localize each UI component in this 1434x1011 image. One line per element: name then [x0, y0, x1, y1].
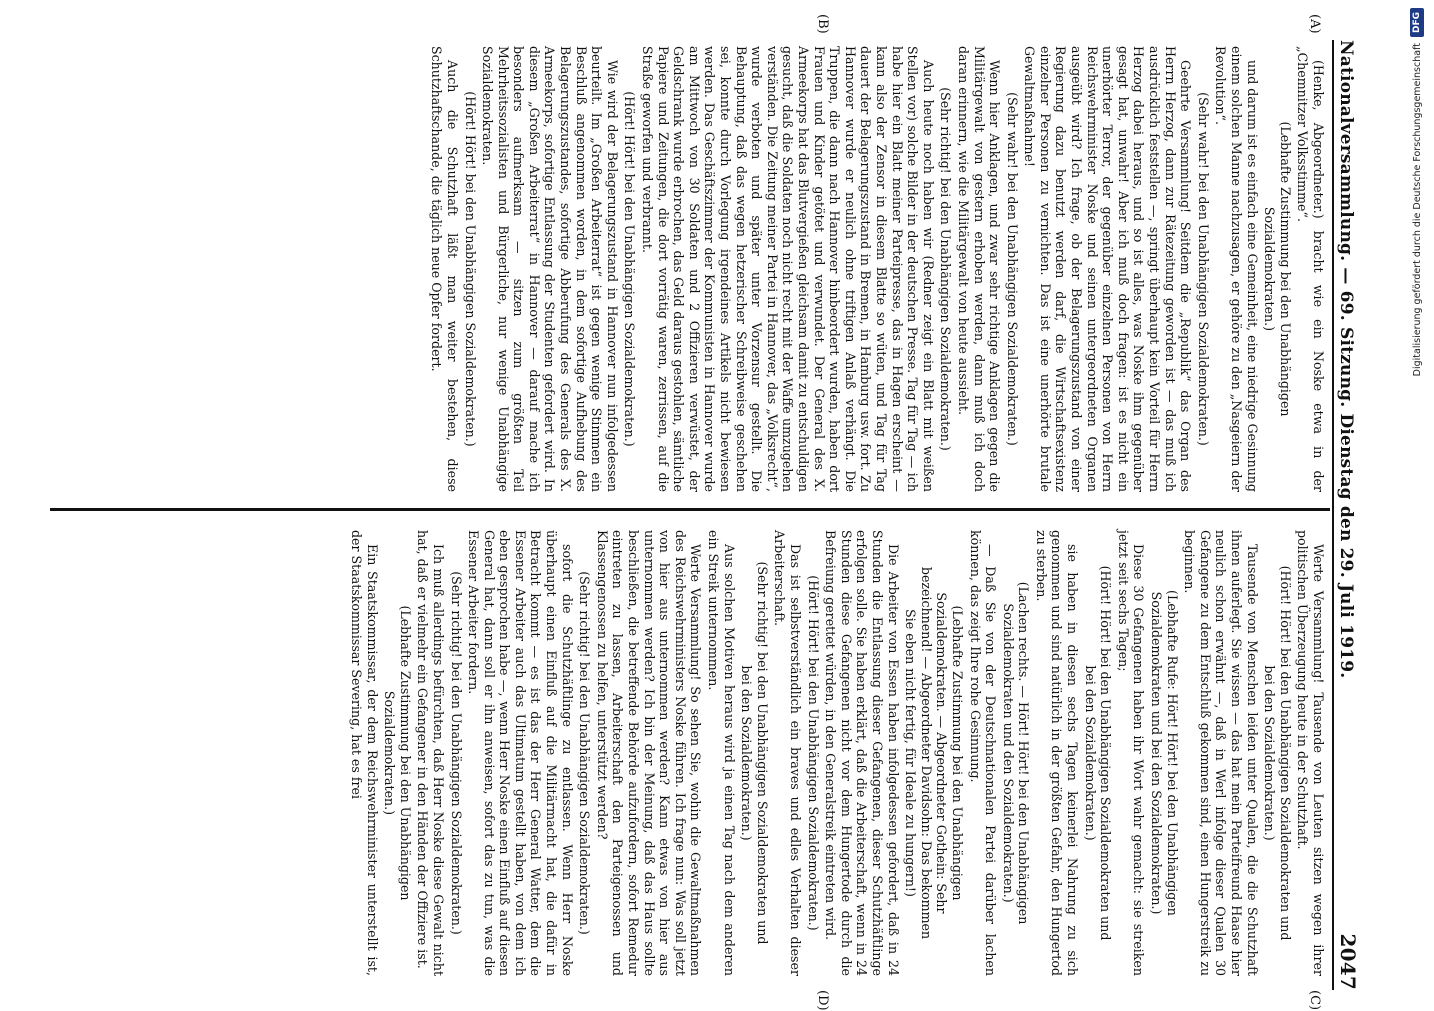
interjection: (Lachen rechts. — Hört! Hört! bei den Unabhängigen Sozialdemokraten und den Sozialdemokraten.)	[1000, 581, 1032, 925]
paragraph: (Henke, Abgeordneter.) bracht wie ein Noske etwa in der „Chemnitzer Volksstimme“.	[1295, 46, 1326, 492]
interjection: (Lebhafte Zustimmung bei den Unabhängigen Sozialdemokraten.)	[382, 605, 413, 901]
margin-marker-b: (B)	[815, 14, 830, 34]
paragraph: sie haben in diesen sechs Tagen keinerlei Nahrung zu sich genommen und sind natürlich in der größten Gefahr, den Hungertod zu sterben.	[1033, 530, 1081, 976]
paragraph: Ich muß allerdings befürchten, daß Herr Noske diese Gewalt nicht hat, daß er vielmehr ein Gefangener in den Händen der Offiziere ist.	[415, 530, 446, 976]
margin-marker-c: (C)	[1307, 990, 1322, 1011]
digitization-note-text: Digitalisierung gefördert durch die Deutsche Forschungsgemeinschaft	[1411, 43, 1423, 377]
paragraph: Aus solchen Motiven heraus wird ja einen Tag nach dem anderen ein Streik unternommen.	[706, 530, 737, 976]
page-header-title: Nationalversammlung. — 69. Sitzung. Dienstag den 29. Juli 1919.	[1336, 40, 1356, 679]
paragraph: Auch heute noch haben wir (Redner zeigt ein Blatt mit weißen Stellen vor) solche Bilder in der deutschen Presse. Tag für Tag — ich habe hier ein Blatt meiner Parteipresse, das in Hagen erscheint — kann also der Zensor in diesem Blatte so wüten, und Tag für Tag dauert der Belagerungszustand in Bremen, in Hamburg usw. fort. Zu Hannover wurde er neulich ohne triftigen Anlaß verhängt. Die Truppen, die dann nach Hannover hinbeordert wurden, haben dort Frauen und Kinder getötet und verwundet. Der General des X. Armeekorps hat das Blutvergießen gleichsam damit zu entschuldigen gesucht, daß die Soldaten noch nicht recht mit der Waffe umzugehen verständen. Die Zeitung meiner Partei in Hannover, das „Volksrecht“, wurde verboten und später unter Vorzensur gestellt. Die Behauptung, daß das wegen hetzerischer Schreibweise geschehen sei, konnte durch Vorlegung irgendeines Artikels nicht bewiesen werden. Das Geschäftszimmer der Kommunisten in Hannover wurde am Mittwoch von 30 Soldaten und 2 Offizieren verwüstet, der Geldschrank wurde erbrochen, das Geld daraus gestohlen, sämtliche Papiere und Zeitungen, die dort vorrätig waren, zerrissen, auf die Straße geworfen und verbrannt.	[640, 46, 936, 492]
paragraph: und darum ist es einfach eine Gemeinheit, eine niedrige Gesinnung einem solchen Manne nachzusagen, er gehöre zu den „Nasgeiern der Revolution“.	[1213, 46, 1260, 492]
interjection: (Lebhafte Zustimmung bei den Unabhängigen Sozialdemokraten.)	[1262, 121, 1293, 417]
margin-marker-a: (A)	[1307, 14, 1322, 34]
rotated-page-content	[50, 14, 1370, 1011]
interjection: (Lebhafte Rufe: Hört! Hört! bei den Unabhängigen Sozialdemokraten und bei den Sozialdemokraten.)	[1149, 590, 1180, 916]
dfg-logo: DFG	[1410, 8, 1424, 37]
interjection: (Hört! Hört! bei den Unabhängigen Sozialdemokraten und bei den Sozialdemokraten.)	[1262, 565, 1293, 941]
interjection: (Sehr wahr! bei den Unabhängigen Sozialdemokraten.)	[1004, 92, 1020, 446]
page-header	[1336, 40, 1370, 990]
paragraph: Auch die Schutzhaft läßt man weiter bestehen, diese Schutzhaftschande, die täglich neue Opfer fordert.	[429, 46, 460, 492]
interjection: (Sehr wahr! bei den Unabhängigen Sozialdemokraten.)	[1195, 92, 1211, 446]
interjection: (Sehr richtig! bei den Unabhängigen Sozialdemokraten.)	[577, 571, 593, 935]
digitization-note	[1402, 8, 1432, 993]
header-rule	[1332, 40, 1334, 990]
scanned-page	[50, 14, 1410, 1011]
margin-marker-d: (D)	[815, 990, 830, 1011]
paragraph: sofort die Schutzhäftlinge zu entlassen. Wenn Herr Noske überhaupt einen Einfluß auf die Militärmacht hat, die dafür in Betracht kommt — es ist das der Herr General Watter, dem die Essener Arbeiter auch das Ultimatum gestellt haben, von dem ich eben gesprochen habe —, wenn Herr Noske einen Einfluß auf diesen General hat, dann soll er ihn anweisen, sofort das zu tun, was die Essener Arbeiter fordern.	[466, 530, 575, 976]
interjection: (Sehr richtig! bei den Unabhängigen Sozialdemokraten.)	[938, 87, 954, 451]
paragraph: Tausende von Menschen leiden unter Qualen, die die Schutzhaft ihnen auferlegt. Sie wissen — das hat mein Parteifreund Haase hier neulich schon erwähnt —, daß in Werl infolge dieser Qualen 30 Gefangene zu dem Entschluß gekommen sind, einen Hungerstreik zu beginnen.	[1182, 530, 1260, 976]
column-divider	[50, 508, 1330, 511]
left-text-column	[427, 46, 1326, 492]
interjection: (Lebhafte Zustimmung bei den Unabhängigen Sozialdemokraten. — Abgeordneter Gothein: Sehr bezeichnend! — Abgeordneter Davidsohn: Das bekommen Sie eben nicht fertig, für Ideale zu hungern!)	[903, 566, 965, 940]
right-text-column	[346, 530, 1326, 976]
paragraph: Ein Staatskommissar, der dem Reichswehrminister unterstellt ist, der Staatskommissar Severing, hat es frei	[348, 530, 380, 976]
paragraph: Wie wird der Belagerungszustand in Hannover nun infolgedessen beurteilt. Im „Großen Arbeiterrat“ ist gegen wenige Stimmen ein Beschluß angenommen worden, in dem sofortige Aufhebung des Belagerungszustandes, sofortige Abberufung des Generals des X. Armeekorps, sofortige Entlassung der Studenten gefordert wird. In diesem „Großen Arbeiterrat“ in Hannover — darauf mache ich besonders aufmerksam — sitzen zum größten Teil Mehrheitssozialisten und Bürgerliche, nur wenige Unabhängige Sozialdemokraten.	[480, 46, 620, 492]
paragraph: Werte Versammlung! Tausende von Leuten sitzen wegen ihrer politischen Überzeugung heute in der Schutzhaft.	[1295, 530, 1326, 976]
paragraph: Wenn hier Anklagen, und zwar sehr richtige Anklagen gegen die Militärgewalt von gestern erhoben werden, dann muß ich doch daran erinnern, wie die Militärgewalt von heute aussieht.	[955, 46, 1003, 492]
page-number: 2047	[1336, 933, 1360, 990]
interjection: (Sehr richtig! bei den Unabhängigen Sozialdemokraten und bei den Sozialdemokraten.)	[739, 561, 770, 945]
paragraph: Werte Versammlung! So sehen Sie, wohin die Gewaltmaßnahmen des Reichswehrministers Noske führen. Ich frage nun: Was soll jetzt von hier aus unternommen werden? Kann etwas von hier aus unternommen werden? Ich bin der Meinung, daß das Haus sollte beschließen, die betreffende Behörde aufzufordern, sofort Remedur eintreten zu lassen, Arbeiterschaft den Parteigenossen und Klassengenossen zu helfen, unterstützt werden?	[594, 530, 704, 976]
interjection: (Hört! Hört! bei den Unabhängigen Sozialdemokraten.)	[805, 575, 821, 931]
paragraph: — Daß Sie von der Deutschnationalen Partei darüber lachen können, das zeigt Ihre rohe Gesinnung.	[967, 530, 999, 976]
paragraph: Diese 30 Gefangenen haben ihr Wort wahr gemacht: sie streiken jetzt seit sechs Tagen;	[1115, 530, 1147, 976]
interjection: (Hört! Hört! bei den Unabhängigen Sozialdemokraten und bei den Sozialdemokraten.)	[1082, 565, 1114, 941]
interjection: (Hört! Hört! bei den Unabhängigen Sozialdemokraten.)	[462, 91, 478, 447]
paragraph: Das ist selbstverständlich ein braves und edles Verhalten dieser Arbeiterschaft.	[772, 530, 803, 976]
interjection: (Hört! Hört! bei den Unabhängigen Sozialdemokraten.)	[622, 91, 638, 447]
paragraph: Die Arbeiter von Essen haben infolgedessen gefordert, daß in 24 Stunden die Entlassung dieser Gefangenen, dieser Schutzhäftlinge erfolgen solle. Sie haben erklärt, daß die Arbeiterschaft, wenn in 24 Stunden diese Gefangenen nicht vor dem Hungertode durch die Befreiung gerettet würden, in den Generalstreik eintreten wird.	[823, 530, 901, 976]
paragraph: Geehrte Versammlung! Seitdem die „Republik“ das Organ des Herrn Herzog, dann zur Rätezeitung geworden ist — das muß ich ausdrücklich feststellen —, springt überhaupt kein Vorteil für Herrn Herzog dabei heraus, und so ist alles, was Noske ihm gegenüber gesagt hat, unwahr! Aber ich muß doch fragen: ist es nicht ein unerhörter Terror, der gegenüber einzelnen Personen von Herrn Reichswehrminister Noske und seinen untergeordneten Organen ausgeübt wird? Ich frage, ob der Belagerungszustand von einer Regierung dazu benutzt werden darf, die Wirtschaftsexistenz einzelner Personen zu vernichten. Das ist eine unerhörte brutale Gewaltmaßnahme!	[1022, 46, 1194, 492]
interjection: (Sehr richtig! bei den Unabhängigen Sozialdemokraten.)	[448, 571, 464, 935]
